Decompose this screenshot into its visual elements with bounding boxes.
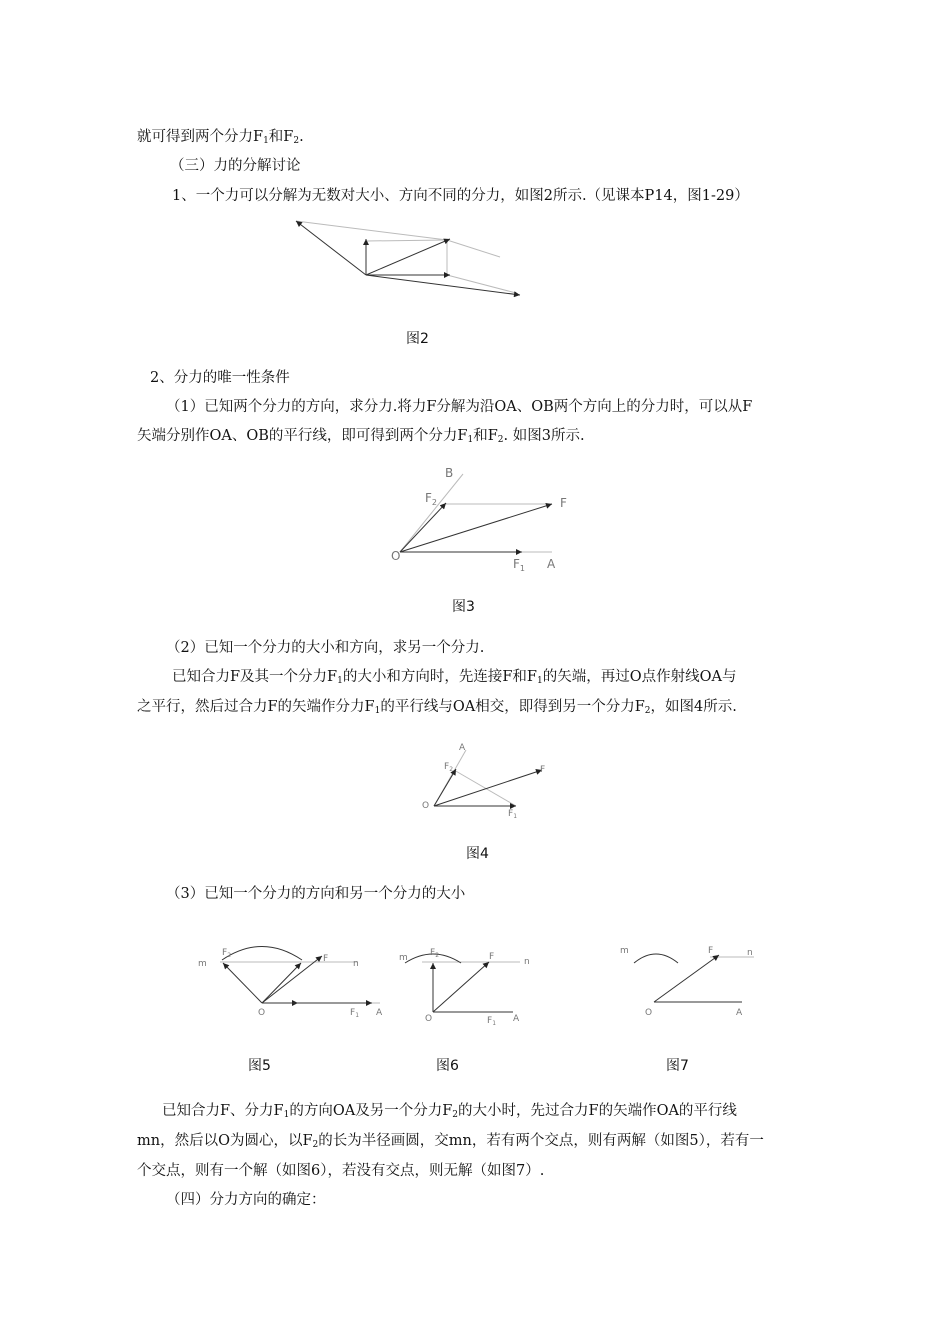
label-A: A (376, 1008, 383, 1018)
figure-2-diagram (290, 215, 530, 305)
label-m: m (198, 959, 207, 969)
case-2-title: （2）已知一个分力的大小和方向，求另一个分力. (166, 640, 485, 656)
text: . 如图3所示. (503, 428, 585, 444)
item-2-heading: 2、分力的唯一性条件 (150, 370, 290, 386)
figure-7-diagram (612, 935, 762, 1025)
label-A: A (736, 1008, 743, 1018)
force-F-arrow (654, 955, 719, 1002)
label-F1: $F_1$ (350, 1008, 360, 1019)
text: 矢端分别作OA、OB的平行线，即可得到两个分力F (137, 428, 468, 444)
figure-4-caption: 图4 (466, 846, 489, 862)
label-A: A (459, 743, 466, 753)
conclusion-line-2 (137, 1131, 764, 1155)
item-1-text: 1、一个力可以分解为无数对大小、方向不同的分力，如图2所示.（见课本P14，图1-29） (172, 188, 749, 204)
label-O: O (645, 1008, 653, 1018)
figure-4-diagram (418, 740, 558, 820)
construction-line (447, 240, 500, 257)
subscript: 2 (644, 706, 651, 716)
label-F: F (323, 954, 329, 964)
force-F2-alt-arrow (262, 963, 301, 1003)
case-1-line-1: （1）已知两个分力的方向，求分力.将力F分解为沿OA、OB两个方向上的分力时，可以从F (166, 399, 753, 415)
text: ，如图4所示. (650, 699, 737, 715)
case-1-line-2 (137, 426, 585, 450)
label-O: O (391, 549, 401, 563)
label-m: m (620, 946, 629, 956)
subscript: 1 (337, 676, 343, 686)
force-arrow (366, 239, 450, 275)
label-F2: $F_2$ (425, 491, 437, 507)
subscript: 1 (283, 1110, 290, 1120)
figure-5-caption: 图5 (248, 1058, 271, 1074)
subscript: 1 (263, 136, 269, 146)
text: 和F (268, 129, 294, 145)
subscript: 1 (536, 676, 543, 686)
label-A: A (547, 557, 556, 571)
section-title-4: （四）分力方向的确定： (166, 1192, 326, 1208)
ray-OB (400, 474, 463, 552)
label-n: n (353, 959, 359, 969)
force-F2-arrow (434, 769, 456, 806)
label-O: O (258, 1008, 266, 1018)
force-F-arrow (262, 956, 322, 1003)
label-B: B (445, 466, 454, 480)
section-title-3: （三）力的分解讨论 (170, 158, 301, 174)
label-m: m (399, 953, 408, 963)
circle-arc (634, 954, 678, 963)
text: 已知合力F、分力F (162, 1103, 284, 1119)
label-F2: $F_2$ (222, 948, 232, 959)
subscript: 2 (452, 1110, 459, 1120)
figure-5-diagram (190, 935, 390, 1025)
text: mn，然后以O为圆心，以F (137, 1133, 313, 1149)
text: . (299, 129, 304, 145)
figure-3-caption: 图3 (452, 599, 475, 615)
figure-7-caption: 图7 (666, 1058, 689, 1074)
subscript: 2 (312, 1140, 319, 1150)
label-F: F (489, 952, 495, 962)
label-F2: $F_2$ (444, 762, 454, 773)
force-F2-arrow (223, 963, 262, 1003)
subscript: 2 (497, 435, 504, 445)
construction-line (296, 221, 447, 240)
label-F: F (560, 496, 567, 510)
figure-6-caption: 图6 (436, 1058, 459, 1074)
label-n: n (524, 957, 530, 967)
label-F: F (708, 946, 714, 956)
label-O: O (422, 801, 430, 811)
label-F1: $F_1$ (487, 1016, 497, 1027)
text: 已知合力F及其一个分力F (172, 669, 338, 685)
force-arrow (366, 275, 520, 295)
text: 的大小和方向时，先连接F和F (342, 669, 537, 685)
text: 之平行，然后过合力F的矢端作分力F (137, 699, 375, 715)
text: 的平行线与OA相交，即得到另一个分力F (380, 699, 645, 715)
force-F-arrow (434, 770, 542, 806)
text: 的长为半径画圆，交mn，若有两个交点，则有两解（如图5），若有一 (318, 1133, 764, 1149)
text: 的大小时，先过合力F的矢端作OA的平行线 (458, 1103, 737, 1119)
text: 就可得到两个分力F (137, 129, 264, 145)
label-n: n (747, 948, 753, 958)
text: 和F (473, 428, 498, 444)
paragraph-components (137, 127, 304, 151)
label-O: O (425, 1014, 433, 1024)
case-3-title: （3）已知一个分力的方向和另一个分力的大小 (166, 886, 466, 902)
force-arrow (296, 221, 366, 275)
case-2-line-1 (172, 667, 736, 691)
figure-2-caption: 图2 (406, 331, 429, 347)
subscript: 1 (467, 435, 474, 445)
label-F2: $F_2$ (430, 948, 440, 959)
conclusion-line-1 (162, 1101, 737, 1125)
figure-6-diagram (395, 935, 545, 1027)
subscript: 2 (293, 136, 300, 146)
label-A: A (513, 1014, 520, 1024)
parallel-line (454, 770, 516, 806)
label-F1: $F_1$ (513, 557, 525, 573)
figure-3-diagram (385, 462, 585, 577)
conclusion-line-3: 个交点，则有一个解（如图6），若没有交点，则无解（如图7）. (137, 1163, 545, 1179)
case-2-line-2 (137, 697, 737, 721)
force-F-arrow (433, 962, 489, 1012)
circle-arc (222, 947, 302, 961)
construction-line (366, 240, 447, 241)
subscript: 1 (374, 706, 381, 716)
label-F1: $F_1$ (508, 809, 518, 820)
text: 的方向OA及另一个分力F (289, 1103, 453, 1119)
label-F: F (540, 765, 546, 775)
text: 的矢端，再过O点作射线OA与 (542, 669, 737, 685)
